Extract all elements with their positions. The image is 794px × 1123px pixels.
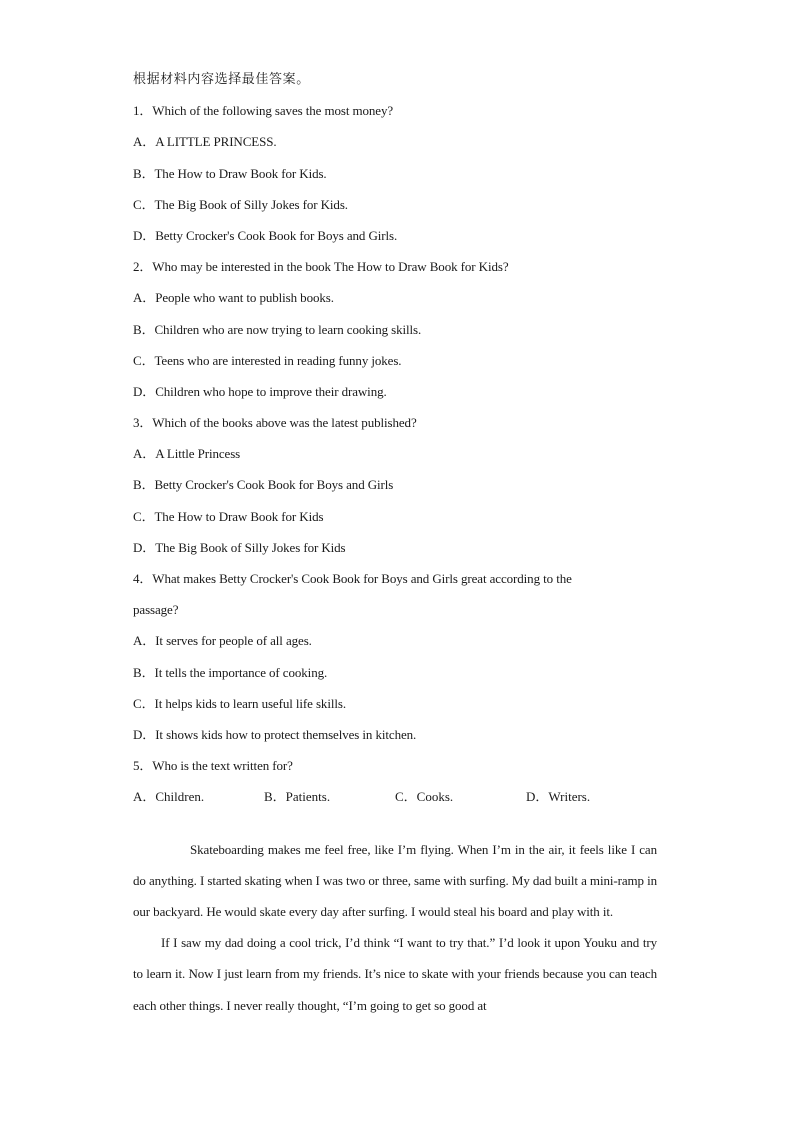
question-2-option-c: C．Teens who are interested in reading funny jokes. — [133, 352, 402, 368]
question-1-option-c: C．The Big Book of Silly Jokes for Kids. — [133, 196, 348, 212]
question-3-option-c: C．The How to Draw Book for Kids — [133, 508, 324, 524]
question-2-option-b: B．Children who are now trying to learn cooking skills. — [133, 321, 422, 337]
document-page — [133, 64, 657, 1021]
question-5-option-c: C．Cooks. — [395, 789, 454, 805]
question-1-option-d: D．Betty Crocker's Cook Book for Boys and Girls. — [133, 227, 398, 243]
question-2-option-a: A．People who want to publish books. — [133, 290, 334, 306]
question-4-option-a: A．It serves for people of all ages. — [133, 633, 312, 649]
question-1-option-a: A．A LITTLE PRINCESS. — [133, 134, 277, 150]
question-3-option-a: A．A Little Princess — [133, 446, 241, 462]
question-4-option-d: D．It shows kids how to protect themselves in kitchen. — [133, 726, 417, 742]
passage-paragraph-1: Skateboarding makes me feel free, like I’m flying. When I’m in the air, it feels like I can do anything. I started skating when I was two or three, same with surfing. My dad built a mini-ramp in our backyard. He would skate every day after surfing. I would steal his board and play with it. — [133, 841, 657, 919]
question-5-options — [133, 781, 657, 812]
question-4-option-b: B．It tells the importance of cooking. — [133, 664, 328, 680]
instruction: 根据材料内容选择最佳答案。 — [133, 72, 310, 87]
section-gap — [133, 813, 657, 834]
question-5-stem: 5．Who is the text written for? — [133, 758, 293, 774]
question-2-option-d: D．Children who hope to improve their drawing. — [133, 383, 387, 399]
question-5-option-b: B．Patients. — [264, 789, 331, 805]
question-2-stem: 2．Who may be interested in the book The How to Draw Book for Kids? — [133, 259, 509, 275]
question-1-stem: 1．Which of the following saves the most money? — [133, 103, 394, 119]
question-4-option-c: C．It helps kids to learn useful life skills. — [133, 695, 346, 711]
question-3-stem: 3．Which of the books above was the latest published? — [133, 415, 417, 431]
question-4-stem-line-1: 4．What makes Betty Crocker's Cook Book for Boys and Girls great according to the — [133, 571, 572, 586]
passage-paragraph-2: If I saw my dad doing a cool trick, I’d think “I want to try that.” I’d look it upon Youku and try to learn it. Now I just learn from my friends. It’s nice to skate with your friends because you can teach each other things. I never really thought, “I’m going to get so good at — [133, 935, 657, 1013]
question-3-option-d: D．The Big Book of Silly Jokes for Kids — [133, 539, 346, 555]
question-3-option-b: B．Betty Crocker's Cook Book for Boys and Girls — [133, 477, 394, 493]
question-4-stem-line-2: passage? — [133, 602, 179, 618]
question-1-option-b: B．The How to Draw Book for Kids. — [133, 165, 327, 181]
question-5-option-d: D．Writers. — [526, 789, 591, 805]
question-5-option-a: A．Children. — [133, 789, 205, 805]
